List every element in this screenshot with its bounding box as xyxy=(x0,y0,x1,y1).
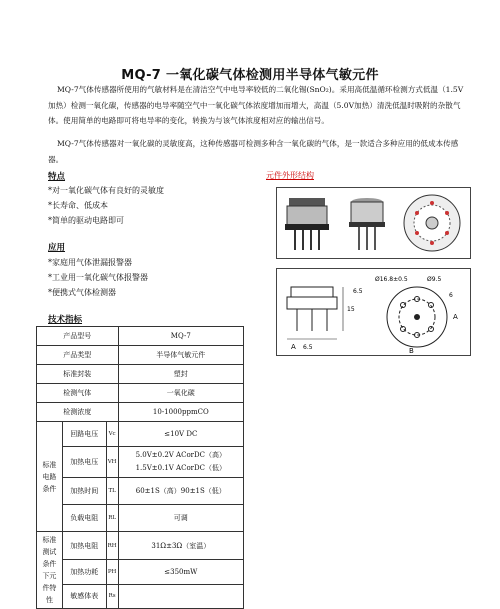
label-a: A xyxy=(291,343,296,351)
table-row xyxy=(37,346,244,365)
dim-len-label: 6.5 xyxy=(303,344,313,351)
application-item: *家庭用气体泄漏报警器 xyxy=(48,258,132,267)
spec-label: 加热电压 xyxy=(62,447,106,478)
spec-value xyxy=(118,584,243,608)
group-label: 标准测试条件下元件特性 xyxy=(37,532,63,609)
table-row xyxy=(37,505,244,532)
dimension-drawing xyxy=(277,269,470,355)
label-a2: A xyxy=(453,313,458,321)
features-heading: 特点 xyxy=(48,172,66,182)
table-row xyxy=(37,327,244,346)
spec-value: 可调 xyxy=(118,505,243,532)
spec-label: 加热时间 xyxy=(62,478,106,505)
table-row xyxy=(37,422,244,447)
intro-paragraph-2: MQ-7气体传感器对一氧化碳的灵敏度高，这种传感器可检测多种含一氧化碳的气体，是一款适合多种应用的低成本传感器。 xyxy=(48,139,459,164)
spec-value: ≤10V DC xyxy=(118,422,243,447)
spec-value-multi xyxy=(118,447,243,478)
dim-h1-label: 6.5 xyxy=(353,288,363,295)
spec-label: 检测浓度 xyxy=(37,403,119,422)
dim-d1-label: Ø16.8±0.5 xyxy=(375,276,408,283)
tech-heading: 技术指标 xyxy=(48,315,83,325)
spec-unit: Rs xyxy=(106,584,118,608)
spec-label: 产品类型 xyxy=(37,346,119,365)
spec-value: 半导体气敏元件 xyxy=(118,346,243,365)
feature-item: *对一氧化碳气体有良好的灵敏度 xyxy=(48,186,164,195)
table-row xyxy=(37,384,244,403)
spec-table xyxy=(36,326,244,609)
feature-item: *长寿命、低成本 xyxy=(48,201,108,210)
label-b: B xyxy=(409,347,414,355)
structure-heading: 元件外形结构 xyxy=(266,171,314,180)
spec-unit: RL xyxy=(106,505,118,532)
spec-value: 一氧化碳 xyxy=(118,384,243,403)
applications-heading: 应用 xyxy=(48,243,66,253)
dimension-drawing-panel xyxy=(276,268,471,356)
application-item: *工业用一氧化碳气体报警器 xyxy=(48,273,148,282)
spec-unit: RH xyxy=(106,532,118,560)
spec-value: 5.0V±0.2V ACorDC（高） xyxy=(135,451,226,459)
spec-value: 31Ω±3Ω（室温） xyxy=(118,532,243,560)
spec-label: 敏感体表 xyxy=(62,584,106,608)
spec-value: 塑封 xyxy=(118,365,243,384)
spec-label: 负载电阻 xyxy=(62,505,106,532)
spec-value: 60±1S（高）90±1S（低） xyxy=(118,478,243,505)
page-title: MQ-7 一氧化碳气体检测用半导体气敏元件 xyxy=(121,68,379,83)
sensor-photo-panel xyxy=(276,187,471,259)
dim-d2-label: Ø9.5 xyxy=(427,276,442,283)
table-row xyxy=(37,478,244,505)
table-row xyxy=(37,403,244,422)
spec-value: 1.5V±0.1V ACorDC（低） xyxy=(135,464,226,472)
dim-h2-label: 15 xyxy=(347,306,355,313)
applications-list xyxy=(48,255,148,300)
spec-value: ≤350mW xyxy=(118,560,243,584)
features-list xyxy=(48,183,164,228)
spec-unit: TL xyxy=(106,478,118,505)
table-row xyxy=(37,365,244,384)
spec-label: 产品型号 xyxy=(37,327,119,346)
spec-label: 检测气体 xyxy=(37,384,119,403)
spec-value: 10-1000ppmCO xyxy=(118,403,243,422)
spec-label: 回路电压 xyxy=(62,422,106,447)
spec-label: 加热电阻 xyxy=(62,532,106,560)
spec-label: 标准封装 xyxy=(37,365,119,384)
table-row xyxy=(37,584,244,608)
spec-unit: VH xyxy=(106,447,118,478)
feature-item: *简单的驱动电路即可 xyxy=(48,216,124,225)
table-row xyxy=(37,532,244,560)
table-row xyxy=(37,560,244,584)
dim-pin-label: 6 xyxy=(449,292,453,299)
spec-unit: PH xyxy=(106,560,118,584)
group-label: 标准电路条件 xyxy=(37,422,63,532)
spec-label: 加热功耗 xyxy=(62,560,106,584)
application-item: *便携式气体检测器 xyxy=(48,288,116,297)
intro-paragraph-1: MQ-7气体传感器所使用的气敏材料是在清洁空气中电导率较低的二氧化锡(SnO₂)。采用高低温循环检测方式低温（1.5V加热）检测一氧化碳，传感器的电导率随空气中一氧化碳气体浓度增加而增大，高温（5.0V加热）清洗低温时吸附的杂散气体。使用简单的电路即可将电导率的变化，转换为与该气体浓度相对应的输出信号。 xyxy=(48,85,464,125)
spec-value: MQ-7 xyxy=(118,327,243,346)
table-row xyxy=(37,447,244,478)
spec-unit: Vc xyxy=(106,422,118,447)
sensor-photo-drawing xyxy=(277,188,470,258)
